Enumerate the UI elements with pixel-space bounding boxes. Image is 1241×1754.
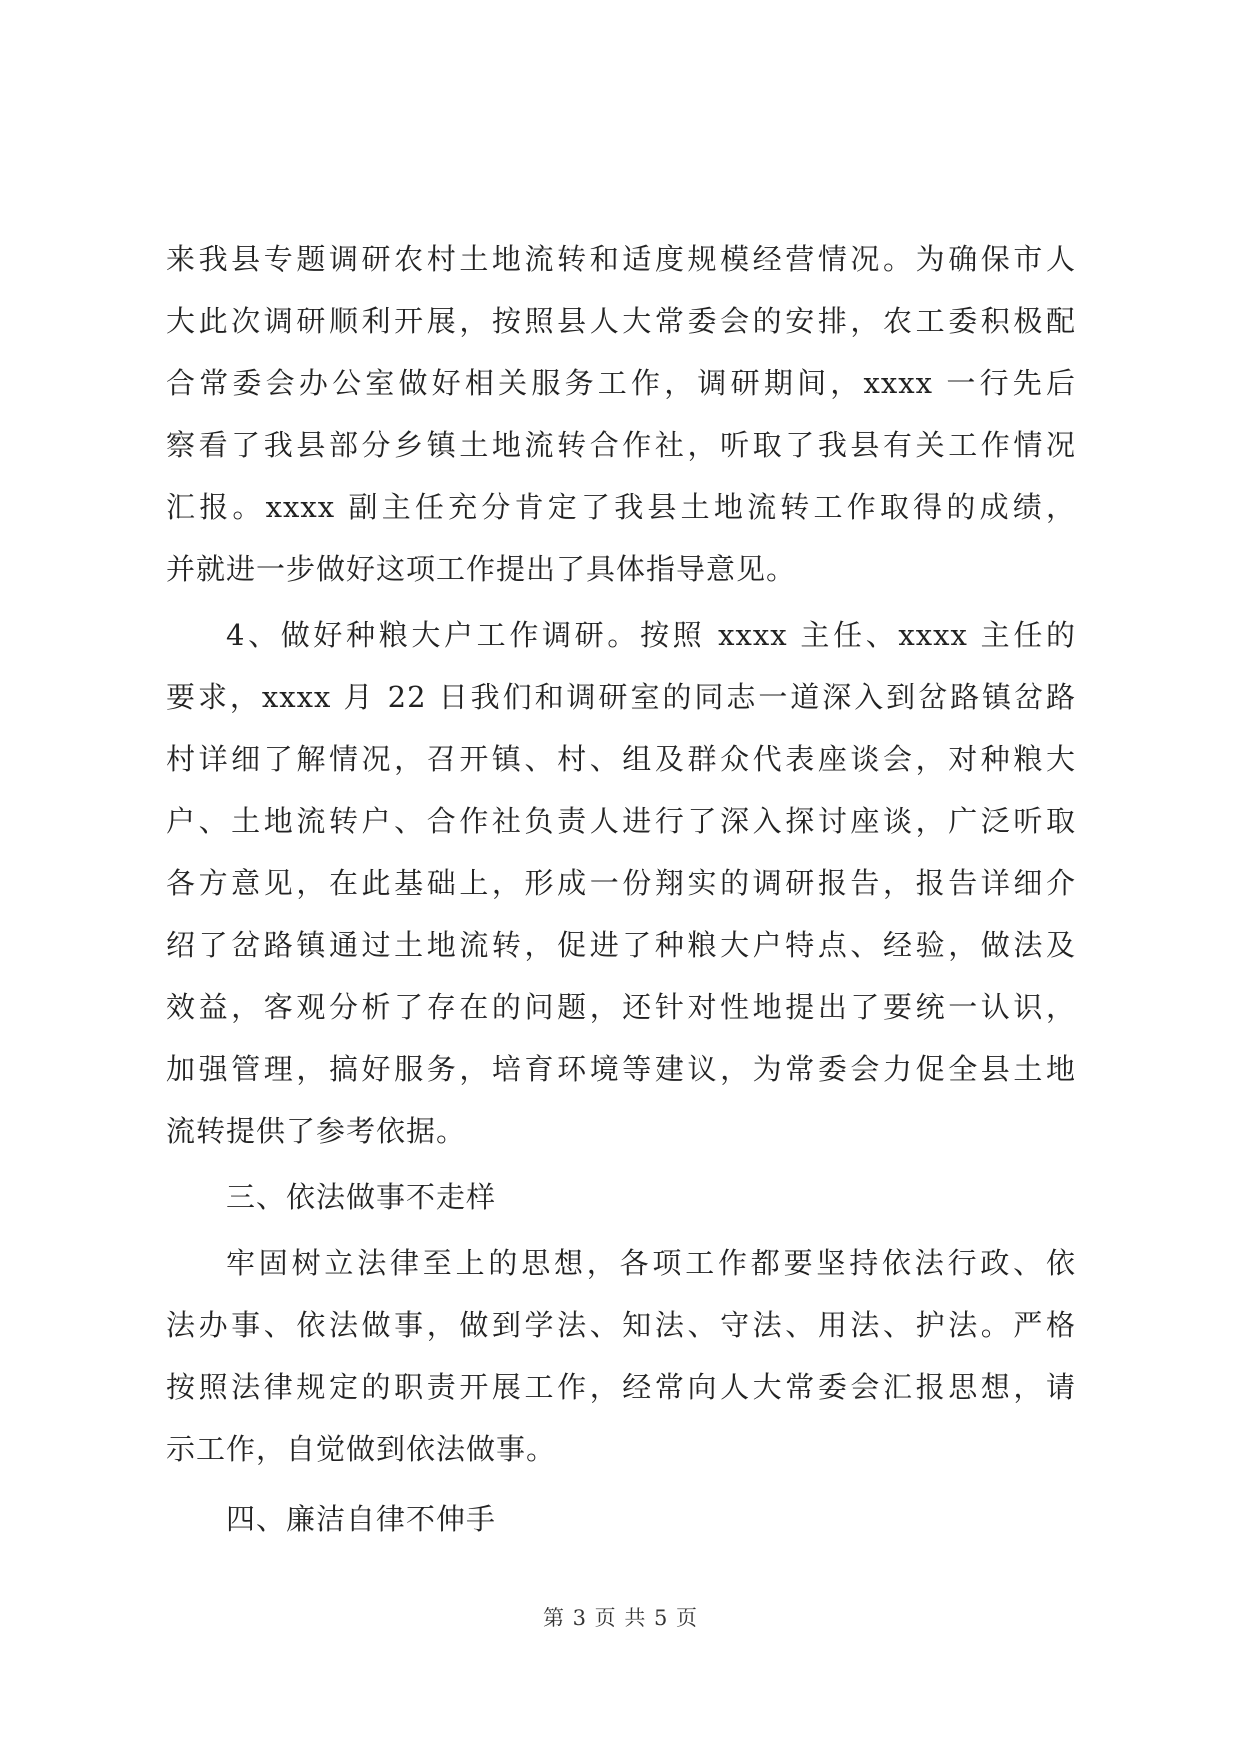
body-line: 户、土地流转户、合作社负责人进行了深入探讨座谈，广泛听取 <box>166 804 1076 838</box>
section-heading: 三、依法做事不走样 <box>226 1180 497 1214</box>
body-line: 各方意见，在此基础上，形成一份翔实的调研报告，报告详细介 <box>166 866 1076 900</box>
body-line: 村详细了解情况，召开镇、村、组及群众代表座谈会，对种粮大 <box>166 742 1076 776</box>
body-line: 汇报。xxxx 副主任充分肯定了我县土地流转工作取得的成绩， <box>166 490 1076 524</box>
body-line: 法办事、依法做事，做到学法、知法、守法、用法、护法。严格 <box>166 1308 1076 1342</box>
body-line: 示工作，自觉做到依法做事。 <box>166 1432 557 1466</box>
page-number-footer: 第 3 页 共 5 页 <box>542 1606 699 1630</box>
body-line: 合常委会办公室做好相关服务工作，调研期间，xxxx 一行先后 <box>166 366 1076 400</box>
body-line: 加强管理，搞好服务，培育环境等建议，为常委会力促全县土地 <box>166 1052 1076 1086</box>
section-heading: 四、廉洁自律不伸手 <box>226 1502 497 1536</box>
body-line: 大此次调研顺利开展，按照县人大常委会的安排，农工委积极配 <box>166 304 1076 338</box>
body-line: 来我县专题调研农村土地流转和适度规模经营情况。为确保市人 <box>166 242 1076 276</box>
body-line: 察看了我县部分乡镇土地流转合作社，听取了我县有关工作情况 <box>166 428 1076 462</box>
paragraph-start-line: 4、做好种粮大户工作调研。按照 xxxx 主任、xxxx 主任的 <box>226 618 1076 652</box>
body-line: 效益，客观分析了存在的问题，还针对性地提出了要统一认识， <box>166 990 1076 1024</box>
paragraph-start-line: 牢固树立法律至上的思想，各项工作都要坚持依法行政、依 <box>226 1246 1076 1280</box>
body-line: 并就进一步做好这项工作提出了具体指导意见。 <box>166 552 797 586</box>
body-line: 流转提供了参考依据。 <box>166 1114 467 1148</box>
body-line: 要求，xxxx 月 22 日我们和调研室的同志一道深入到岔路镇岔路 <box>166 680 1076 714</box>
document-body <box>166 228 1076 1550</box>
body-line: 绍了岔路镇通过土地流转，促进了种粮大户特点、经验，做法及 <box>166 928 1076 962</box>
body-line: 按照法律规定的职责开展工作，经常向人大常委会汇报思想，请 <box>166 1370 1076 1404</box>
